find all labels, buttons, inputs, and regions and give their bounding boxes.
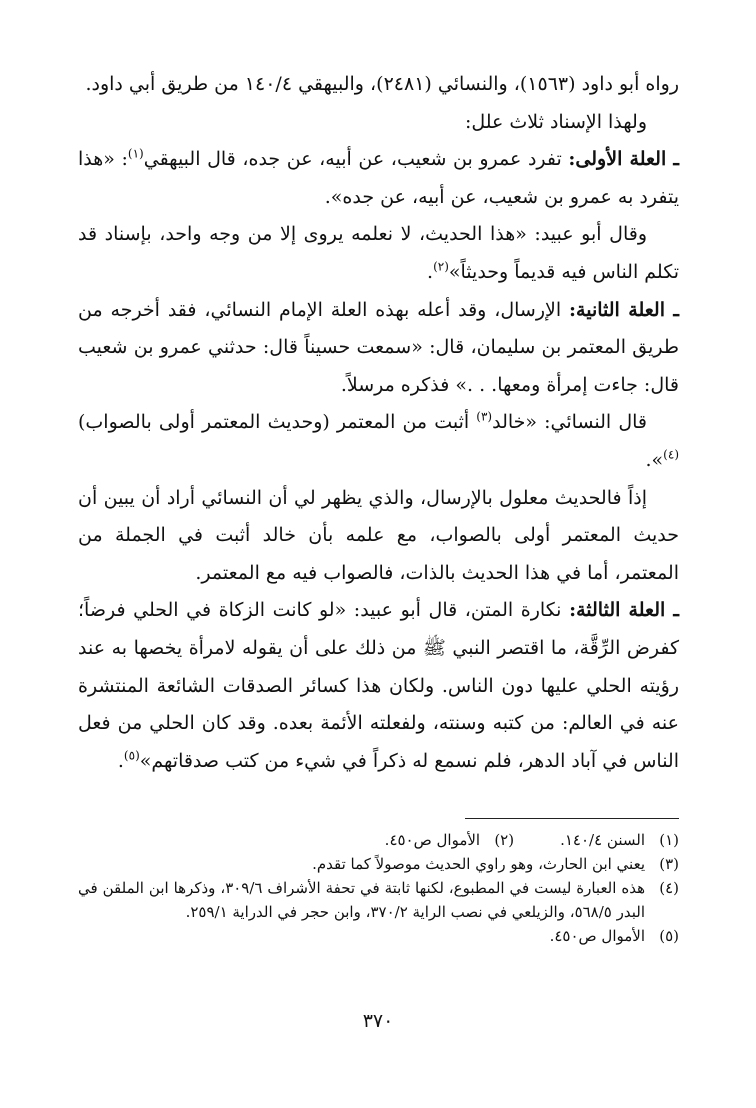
footnote-text: هذه العبارة ليست في المطبوع، لكنها ثابتة في تحفة الأشراف ٣٠٩/٦، وذكرها ابن الملقن في البدر ٥٦٨/٥، والزيلعي في نصب الراية ٣٧٠/٢، وابن حجر في الدراية ٢٥٩/١. [78,879,645,921]
paragraph-source [78,66,679,104]
paragraph-text: إذاً فالحديث معلول بالإرسال، والذي يظهر لي أن النسائي أراد أن يبين أن حديث المعتمر أولى بالصواب، مع علمه بأن خالد أثبت في الجملة من المعتمر، أما في هذا الحديث بالذات، فالصواب فيه مع المعتمر. [78,486,679,584]
footnote-text: الأموال ص٤٥٠. [549,927,645,945]
footnote-separator [465,818,679,819]
footnote-item [385,828,514,852]
footnote-number: (٣) [659,855,679,873]
footnote-item [560,828,679,852]
footnote-text: السنن ١٤٠/٤. [560,831,645,849]
paragraph-text: أثبت من المعتمر (وحديث المعتمر أولى بالصواب) [78,411,477,434]
footnote-item [78,852,679,876]
footnote-ref[interactable]: (٢) [433,259,449,274]
footnote-row [78,828,679,852]
paragraph-second-defect [78,292,679,405]
paragraph-text: نكارة المتن، قال أبو عبيد: «لو كانت الزكاة في الحلي فرضاً؛ كفرض الرِّقَّة، ما اقتصر النبي ﷺ من ذلك على أن يقوله لامرأة يخصها به عند رؤيته الحلي عليها دون الناس. ولكان هذا كسائر الصدقات الشائعة المنتشرة عنه في العالم: من كتبه وسنته، ولفعلته الأئمة بعده. وقد كان الحلي من فعل الناس في آباد الدهر، فلم نسمع له ذكراً في شيء من كتب صدقاتهم» [78,599,679,772]
paragraph-nasai [78,404,679,479]
section-heading: ـ العلة الثالثة: [569,599,679,622]
paragraph-text: ». [645,448,664,471]
paragraph-text: رواه أبو داود (١٥٦٣)، والنسائي (٢٤٨١)، والبيهقي ١٤٠/٤ من طريق أبي داود. [85,73,679,95]
paragraph-text: قال النسائي: «خالد [492,411,647,434]
footnote-ref[interactable]: (٥) [123,748,140,763]
page-number: ٣٧٠ [362,1010,394,1032]
footnote-number: (٤) [659,879,679,897]
paragraph-text: ولهذا الإسناد ثلاث علل: [464,110,647,133]
paragraph-three-defects [78,104,679,142]
footnote-number: (١) [659,831,679,849]
paragraph-text: . [117,749,124,772]
paragraph-text: . [427,260,434,283]
section-heading: ـ العلة الأولى: [568,148,679,171]
paragraph-conclusion [78,480,679,593]
paragraph-text: وقال أبو عبيد: «هذا الحديث، لا نعلمه يروى إلا من وجه واحد، بإسناد قد تكلم الناس فيه قديماً وحديثاً» [78,223,679,283]
footnote-item [78,924,679,948]
paragraph-text: : «هذا يتفرد به عمرو بن شعيب، عن أبيه، عن جده». [78,148,679,208]
footnote-item [78,876,679,924]
paragraph-abu-ubaid [78,216,679,291]
footnote-ref[interactable]: (٤) [663,447,679,462]
footnote-number: (٢) [494,831,515,849]
footnote-ref[interactable]: (٣) [476,410,493,425]
main-text [78,66,679,780]
paragraph-text: الإرسال، وقد أعله بهذه العلة الإمام النسائي، فقد أخرجه من طريق المعتمر بن سليمان، قال: «سمعت حسيناً قال: حدثني عمرو بن شعيب قال: جاءت إمرأة ومعها. . .» فذكره مرسلاً. [78,298,679,396]
paragraph-first-defect [78,141,679,216]
section-heading: ـ العلة الثانية: [569,298,679,321]
paragraph-text: تفرد عمرو بن شعيب، عن أبيه، عن جده، قال البيهقي [143,148,569,171]
footnote-ref[interactable]: (١) [127,146,144,161]
footnote-text: الأموال ص٤٥٠. [384,831,481,849]
paragraph-third-defect [78,592,679,780]
footnote-text: يعني ابن الحارث، وهو راوي الحديث موصولاً كما تقدم. [312,855,645,873]
footnote-number: (٥) [659,927,679,945]
footnotes [78,828,679,948]
